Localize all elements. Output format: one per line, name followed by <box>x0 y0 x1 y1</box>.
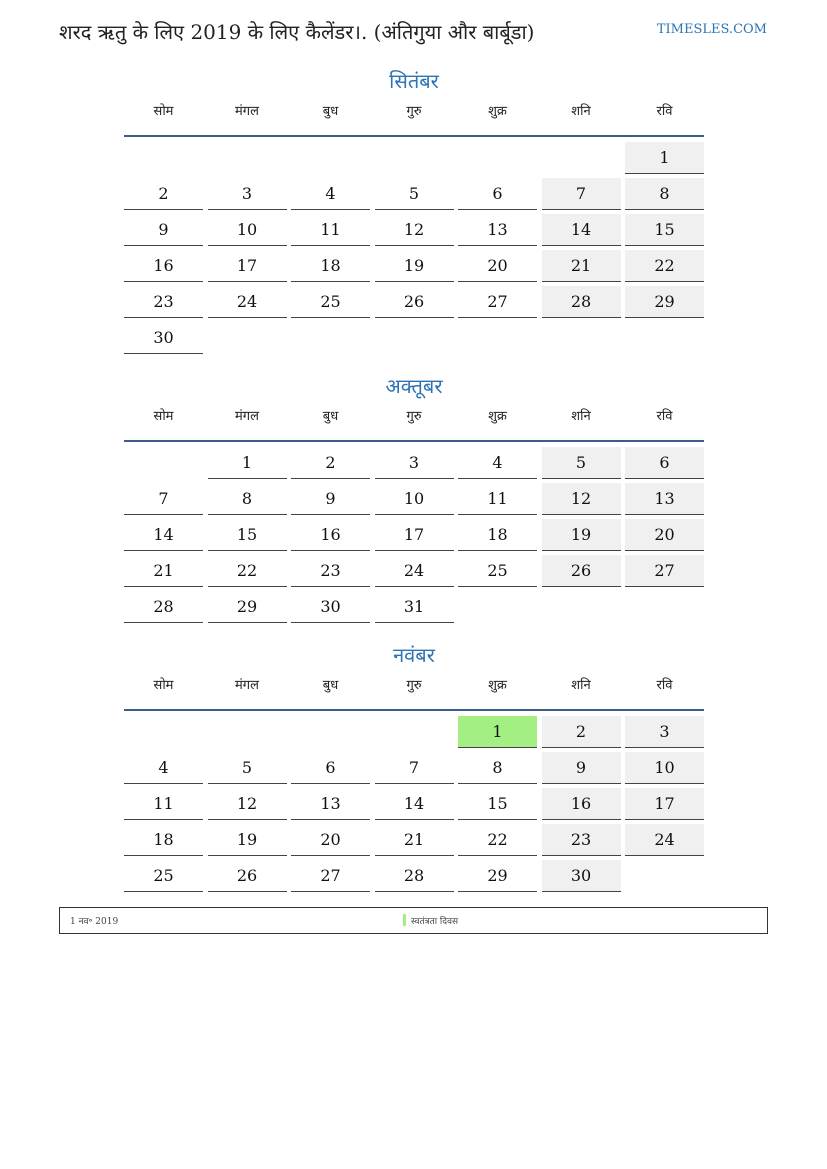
day-cell: 2 <box>124 178 203 210</box>
day-cell: 3 <box>625 716 704 748</box>
weekday-label: बुध <box>322 678 339 693</box>
day-cell: 16 <box>542 788 621 820</box>
day-cell-empty <box>625 860 704 892</box>
day-cell: 8 <box>625 178 704 210</box>
day-cell: 17 <box>375 519 454 551</box>
day-cell: 23 <box>291 555 370 587</box>
day-cell: 29 <box>625 286 704 318</box>
day-cell: 18 <box>124 824 203 856</box>
weekday-label: गुरु <box>406 678 422 693</box>
day-cell: 31 <box>375 591 454 623</box>
weekday-label: मंगल <box>235 678 259 693</box>
day-cell-empty <box>375 142 454 174</box>
weekday-label: गुरु <box>406 409 422 424</box>
day-cell: 7 <box>375 752 454 784</box>
day-cell: 14 <box>124 519 203 551</box>
day-cell: 26 <box>208 860 287 892</box>
day-grid <box>124 716 704 892</box>
day-cell: 3 <box>208 178 287 210</box>
day-cell-empty <box>542 591 621 623</box>
month-title: नवंबर <box>393 643 435 667</box>
day-cell: 14 <box>375 788 454 820</box>
day-cell-empty <box>458 142 537 174</box>
weekday-label: सोम <box>153 409 174 424</box>
day-cell: 22 <box>208 555 287 587</box>
weekday-label: रवि <box>656 409 673 424</box>
month-title: सितंबर <box>389 69 439 93</box>
day-cell: 11 <box>124 788 203 820</box>
day-cell: 15 <box>625 214 704 246</box>
day-cell: 3 <box>375 447 454 479</box>
day-cell-empty <box>375 322 454 354</box>
day-cell-empty <box>208 716 287 748</box>
day-cell: 30 <box>124 322 203 354</box>
day-cell: 9 <box>542 752 621 784</box>
day-grid <box>124 447 704 623</box>
day-cell: 8 <box>458 752 537 784</box>
day-cell: 6 <box>625 447 704 479</box>
day-cell: 25 <box>124 860 203 892</box>
day-cell: 26 <box>375 286 454 318</box>
day-cell: 27 <box>291 860 370 892</box>
day-cell: 5 <box>542 447 621 479</box>
day-cell: 15 <box>458 788 537 820</box>
day-cell: 24 <box>208 286 287 318</box>
day-cell: 26 <box>542 555 621 587</box>
day-cell: 7 <box>124 483 203 515</box>
day-cell: 20 <box>625 519 704 551</box>
day-cell: 28 <box>375 860 454 892</box>
day-cell: 21 <box>542 250 621 282</box>
day-cell: 2 <box>291 447 370 479</box>
day-cell: 1 <box>625 142 704 174</box>
day-cell: 25 <box>291 286 370 318</box>
day-cell: 15 <box>208 519 287 551</box>
day-cell: 10 <box>208 214 287 246</box>
site-link[interactable]: TIMESLES.COM <box>656 22 767 37</box>
day-cell-holiday: 1 <box>458 716 537 748</box>
day-cell: 27 <box>458 286 537 318</box>
weekday-header <box>124 675 704 711</box>
day-cell: 4 <box>458 447 537 479</box>
day-cell: 5 <box>375 178 454 210</box>
day-cell-empty <box>458 322 537 354</box>
weekday-label: रवि <box>656 678 673 693</box>
day-cell: 10 <box>375 483 454 515</box>
day-cell: 19 <box>375 250 454 282</box>
weekday-label: बुध <box>322 104 339 119</box>
legend-date: 1 नव॰ 2019 <box>70 917 119 927</box>
day-cell-empty <box>542 322 621 354</box>
weekday-label: सोम <box>153 104 174 119</box>
day-cell: 7 <box>542 178 621 210</box>
day-cell: 22 <box>458 824 537 856</box>
day-cell: 28 <box>124 591 203 623</box>
day-cell-empty <box>124 142 203 174</box>
month-october <box>124 371 704 623</box>
day-cell-empty <box>291 142 370 174</box>
day-cell: 11 <box>291 214 370 246</box>
day-cell: 12 <box>542 483 621 515</box>
day-cell: 6 <box>458 178 537 210</box>
weekday-label: शनि <box>571 678 591 693</box>
day-cell: 17 <box>625 788 704 820</box>
day-cell: 9 <box>291 483 370 515</box>
day-cell-empty <box>542 142 621 174</box>
day-cell: 1 <box>208 447 287 479</box>
day-cell: 27 <box>625 555 704 587</box>
day-cell: 29 <box>458 860 537 892</box>
weekday-label: मंगल <box>235 409 259 424</box>
weekday-label: शुक्र <box>488 678 507 693</box>
day-cell-empty <box>208 142 287 174</box>
day-cell: 25 <box>458 555 537 587</box>
day-cell: 13 <box>458 214 537 246</box>
day-cell: 12 <box>375 214 454 246</box>
weekday-label: गुरु <box>406 104 422 119</box>
day-cell-empty <box>124 716 203 748</box>
weekday-label: सोम <box>153 678 174 693</box>
day-cell: 21 <box>375 824 454 856</box>
day-cell: 11 <box>458 483 537 515</box>
page-title: शरद ऋतु के लिए 2019 के लिए कैलेंडर।. (अंतिगुया और बार्बूडा) <box>59 20 535 44</box>
day-cell-empty <box>625 591 704 623</box>
day-cell: 28 <box>542 286 621 318</box>
day-cell: 24 <box>625 824 704 856</box>
day-cell: 9 <box>124 214 203 246</box>
weekday-label: शनि <box>571 409 591 424</box>
day-cell: 22 <box>625 250 704 282</box>
day-cell: 6 <box>291 752 370 784</box>
day-cell: 30 <box>291 591 370 623</box>
day-cell: 20 <box>458 250 537 282</box>
day-cell: 13 <box>625 483 704 515</box>
day-cell-empty <box>375 716 454 748</box>
day-cell: 23 <box>124 286 203 318</box>
weekday-label: रवि <box>656 104 673 119</box>
day-cell: 8 <box>208 483 287 515</box>
day-cell: 29 <box>208 591 287 623</box>
day-cell: 16 <box>291 519 370 551</box>
month-september <box>124 66 704 354</box>
weekday-label: बुध <box>322 409 339 424</box>
day-cell: 19 <box>208 824 287 856</box>
day-cell: 13 <box>291 788 370 820</box>
day-cell: 20 <box>291 824 370 856</box>
day-cell: 16 <box>124 250 203 282</box>
day-cell: 21 <box>124 555 203 587</box>
day-cell: 23 <box>542 824 621 856</box>
weekday-header <box>124 101 704 137</box>
weekday-label: मंगल <box>235 104 259 119</box>
day-cell: 14 <box>542 214 621 246</box>
day-cell: 17 <box>208 250 287 282</box>
day-cell-empty <box>625 322 704 354</box>
day-cell: 18 <box>291 250 370 282</box>
day-cell: 4 <box>291 178 370 210</box>
day-cell: 10 <box>625 752 704 784</box>
month-november <box>124 640 704 892</box>
legend-color-swatch <box>403 914 406 926</box>
day-cell: 30 <box>542 860 621 892</box>
day-cell-empty <box>291 322 370 354</box>
legend-holiday-name: स्वतंत्रता दिवस <box>411 917 459 927</box>
day-cell: 18 <box>458 519 537 551</box>
day-cell-empty <box>208 322 287 354</box>
day-cell: 19 <box>542 519 621 551</box>
weekday-header <box>124 406 704 442</box>
day-cell: 12 <box>208 788 287 820</box>
day-cell: 2 <box>542 716 621 748</box>
day-cell-empty <box>291 716 370 748</box>
day-grid <box>124 142 704 354</box>
day-cell: 24 <box>375 555 454 587</box>
weekday-label: शनि <box>571 104 591 119</box>
month-title: अक्तूबर <box>385 374 443 398</box>
day-cell-empty <box>124 447 203 479</box>
holiday-legend <box>59 907 768 934</box>
weekday-label: शुक्र <box>488 409 507 424</box>
weekday-label: शुक्र <box>488 104 507 119</box>
day-cell: 4 <box>124 752 203 784</box>
day-cell: 5 <box>208 752 287 784</box>
day-cell-empty <box>458 591 537 623</box>
